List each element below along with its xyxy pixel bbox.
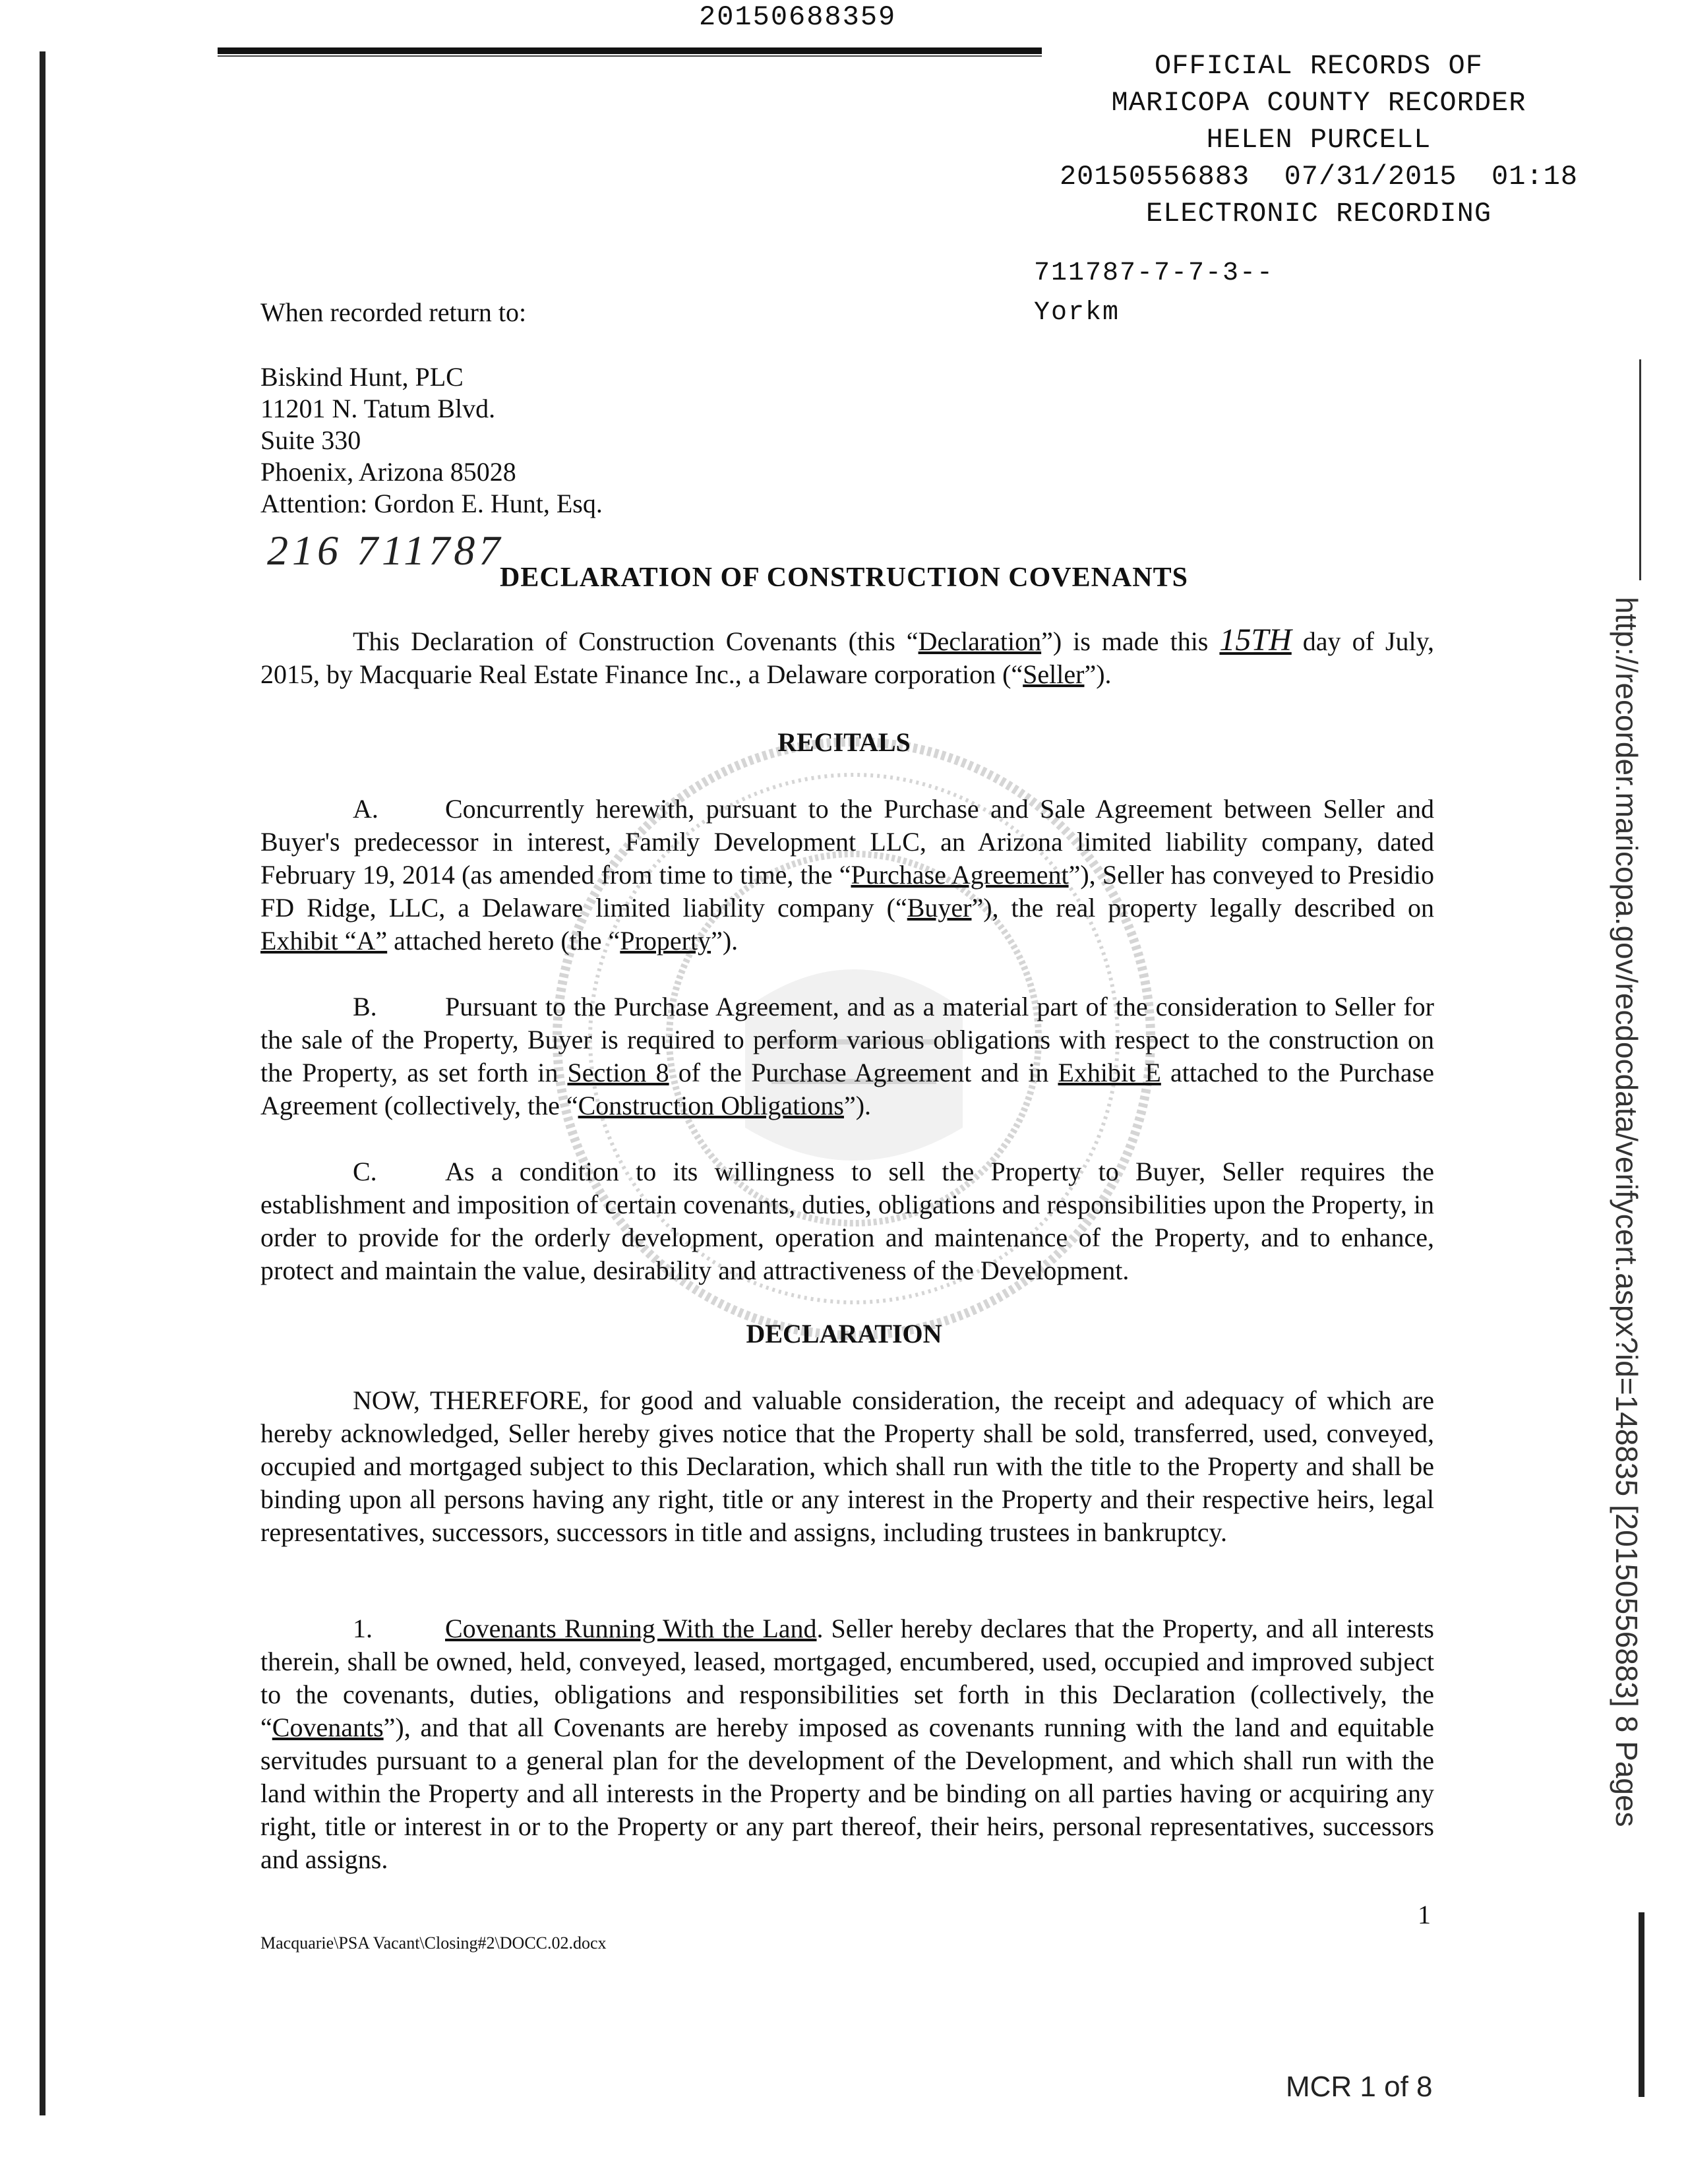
- recital-text: of the Purchase Agreement and in: [669, 1058, 1058, 1087]
- recital-text: Concurrently herewith, pursuant to the Purchase and Sale Agreement between Seller and Buyer's predecessor in interest, Family Development LLC, an Arizona limited liability company, dated February 19, 2014 (as amended from time to time, the “: [260, 794, 1434, 890]
- recital-text: ”).: [711, 926, 738, 956]
- section-text: ”), and that all Covenants are hereby imposed as covenants running with the land and equitable servitudes pursuant to a general plan for the development of the Development, and which shall run with the land within the Property and all interests in the Property and be binding on all parties having or acquiring any right, title or interest in or to the Property or any part thereof, their heirs, personal representatives, successors and assigns.: [260, 1713, 1434, 1874]
- seller-defined-term: Seller: [1023, 659, 1085, 689]
- top-document-number: 20150688359: [699, 1, 897, 33]
- intro-text: ”) is made this: [1041, 626, 1220, 656]
- recital-text: As a condition to its willingness to sell the Property to Buyer, Seller requires the establishment and imposition of certain covenants, duties, obligations and responsibilities upon the Property, in order to provide for the orderly development, operation and maintenance of the Property, and to enhance, protect and maintain the value, desirability and attractiveness of the Development.: [260, 1157, 1434, 1285]
- right-margin-line: [1639, 359, 1641, 580]
- recital-text: ”), Seller has conveyed to Presidio FD Ridge, LLC, a Delaware limited liability company (“: [260, 860, 1434, 923]
- footer-file-path: Macquarie\PSA Vacant\Closing#2\DOCC.02.docx: [260, 1933, 607, 1953]
- recital-a: [260, 793, 1434, 957]
- recorder-stamp-line: 20150556883 07/31/2015 01:18: [1059, 161, 1579, 193]
- top-rule: [218, 47, 1042, 54]
- purchase-agreement-term: Purchase Agreement: [851, 860, 1069, 890]
- recital-label: C.: [353, 1157, 377, 1186]
- section-label: 1.: [353, 1614, 373, 1643]
- recital-text: ”), the real property legally described on: [971, 893, 1435, 923]
- construction-obligations-term: Construction Obligations: [578, 1091, 844, 1120]
- address-line: Suite 330: [260, 425, 361, 455]
- handwritten-day: 15TH: [1219, 622, 1292, 657]
- declaration-heading: DECLARATION: [746, 1319, 942, 1349]
- return-to-label: When recorded return to:: [260, 297, 527, 327]
- address-line: 11201 N. Tatum Blvd.: [260, 394, 496, 423]
- section-text: . Seller hereby declares that the Property, and all interests therein, shall be owned, held, conveyed, leased, mortgaged, encumbered, used, occupied and improved subject to the covenants, duties, obligations and responsibilities set forth in this Declaration (collectively, the “: [260, 1614, 1435, 1742]
- property-term: Property: [620, 926, 711, 956]
- address-line: Phoenix, Arizona 85028: [260, 457, 516, 487]
- section-1-paragraph: [260, 1612, 1434, 1876]
- covenants-term: Covenants: [272, 1713, 384, 1742]
- section-8-reference: Section 8: [567, 1058, 669, 1087]
- buyer-term: Buyer: [907, 893, 972, 923]
- now-therefore-paragraph: NOW, THEREFORE, for good and valuable consideration, the receipt and adequacy of which are hereby acknowledged, Seller hereby gives notice that the Property shall be sold, transferred, used, conveyed, occupied and mortgaged subject to this Declaration, which shall run with the title to the Property and shall be binding upon all persons having any right, title or any interest in the Property and their respective heirs, legal representatives, successors, successors in title and assigns, including trustees in bankruptcy.: [260, 1385, 1434, 1547]
- recital-text: Pursuant to the Purchase Agreement, and as a material part of the consideration to Seller for the sale of the Property, Buyer is required to perform various obligations with respect to the construction on the Property, as set forth in: [260, 992, 1434, 1087]
- reference-code: Yorkm: [1034, 298, 1120, 328]
- declaration-defined-term: Declaration: [918, 626, 1042, 656]
- recital-text: attached hereto (the “: [387, 926, 620, 956]
- side-verification-url: [1610, 597, 1644, 1942]
- recorder-stamp-line: MARICOPA COUNTY RECORDER: [1111, 87, 1526, 119]
- reference-number: 711787-7-7-3--: [1034, 258, 1275, 288]
- recital-label: A.: [353, 794, 378, 824]
- recital-label: B.: [353, 992, 377, 1021]
- recital-c: [260, 1155, 1434, 1287]
- recorder-stamp-line: OFFICIAL RECORDS OF: [1155, 50, 1483, 82]
- top-rule-thin: [218, 55, 1042, 57]
- address-line: Attention: Gordon E. Hunt, Esq.: [260, 489, 603, 518]
- recitals-heading: RECITALS: [777, 727, 911, 757]
- return-address: [260, 361, 603, 520]
- recorder-stamp: [956, 47, 1681, 232]
- exhibit-e-reference: Exhibit E: [1058, 1058, 1161, 1087]
- side-url-text: http://recorder.maricopa.gov/recdocdata/verifycert.aspx?id=148835 [20150556883] 8 Pages: [1610, 597, 1644, 1827]
- handwritten-note: 216 711787: [267, 527, 504, 574]
- page-stamp: MCR 1 of 8: [1286, 2071, 1433, 2103]
- intro-text: ”).: [1084, 659, 1112, 689]
- intro-text: This Declaration of Construction Covenants (this “: [353, 626, 919, 656]
- left-scan-bar: [40, 51, 45, 2115]
- recorder-stamp-line: HELEN PURCELL: [1206, 124, 1432, 156]
- recital-text: attached to the Purchase Agreement (collectively, the “: [260, 1058, 1434, 1120]
- recorder-stamp-line: ELECTRONIC RECORDING: [1145, 198, 1492, 229]
- page-number: 1: [1418, 1900, 1431, 1929]
- exhibit-a-reference: Exhibit “A”: [260, 926, 388, 956]
- recital-text: ”).: [843, 1091, 872, 1120]
- recital-b: [260, 990, 1434, 1122]
- address-line: Biskind Hunt, PLC: [260, 362, 464, 392]
- section-heading: Covenants Running With the Land: [445, 1614, 817, 1643]
- document-title: DECLARATION OF CONSTRUCTION COVENANTS: [500, 562, 1188, 593]
- intro-paragraph: [260, 624, 1434, 691]
- intro-text: day of July, 2015, by Macquarie Real Estate Finance Inc., a Delaware corporation (“: [260, 626, 1435, 689]
